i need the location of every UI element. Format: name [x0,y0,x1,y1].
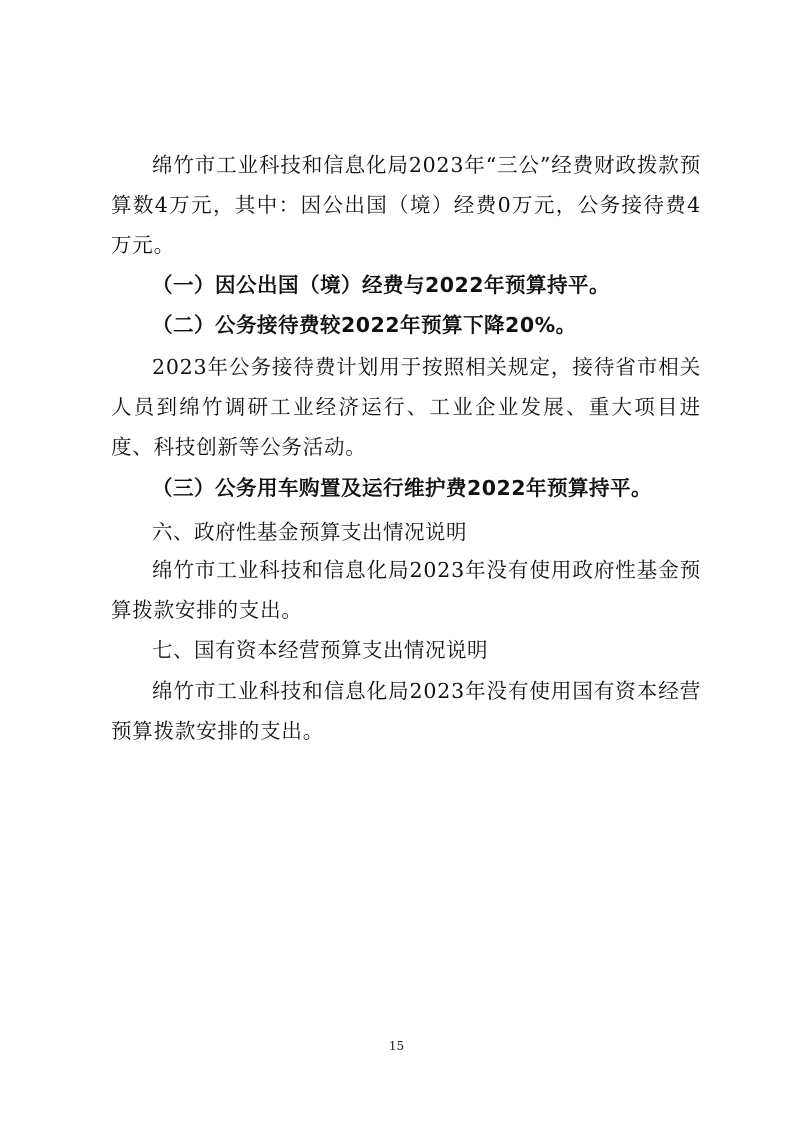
paragraph-state-capital-budget: 绵竹市工业科技和信息化局2023年没有使用国有资本经营预算拨款安排的支出。 [111,679,701,743]
page-number: 15 [388,1039,405,1053]
paragraph-government-fund-budget: 绵竹市工业科技和信息化局2023年没有使用政府性基金预算拨款安排的支出。 [111,558,701,622]
subheading-outbound-travel-expenses: （一）因公出国（境）经费与2022年预算持平。 [152,273,611,297]
paragraph-reception-plan: 2023年公务接待费计划用于按照相关规定，接待省市相关人员到绵竹调研工业经济运行、工业企业发展、重大项目进度、科技创新等公务活动。 [111,355,701,459]
subheading-official-vehicle-expenses: （三）公务用车购置及运行维护费2022年预算持平。 [152,476,653,500]
paragraph-three-public-expenses-summary: 绵竹市工业科技和信息化局2023年“三公”经费财政拨款预算数4万元，其中：因公出国（境）经费0万元，公务接待费4万元。 [111,153,701,257]
section-heading-state-capital-budget: 七、国有资本经营预算支出情况说明 [152,638,488,662]
subheading-official-reception-expenses: （二）公务接待费较2022年预算下降20%。 [152,313,577,337]
section-heading-government-fund-budget: 六、政府性基金预算支出情况说明 [152,520,467,544]
